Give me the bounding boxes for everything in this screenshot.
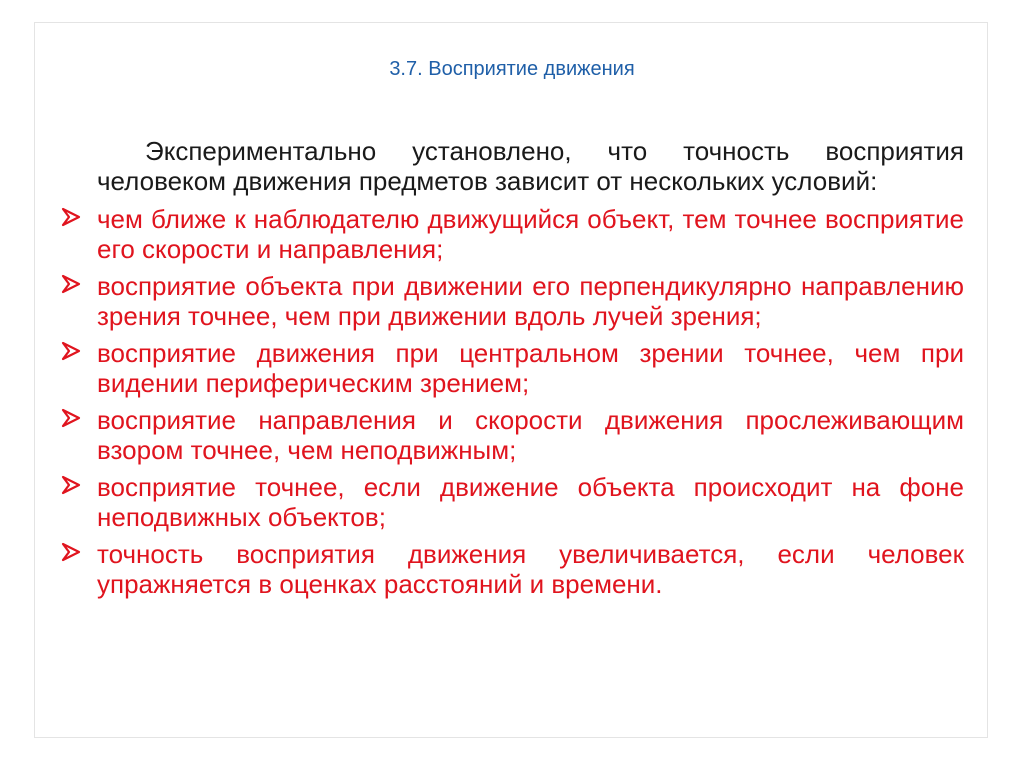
bullet-item [97, 405, 964, 465]
slide-title: 3.7. Восприятие движения [389, 58, 635, 80]
bullet-item [97, 338, 964, 398]
bullet-item [97, 539, 964, 599]
arrow-bullet-icon [60, 206, 82, 228]
bullet-text: восприятие точнее, если движение объекта происходит на фоне неподвижных объектов; [97, 472, 964, 532]
arrow-bullet-icon [60, 474, 82, 496]
bullet-item [97, 472, 964, 532]
bullet-text: восприятие объекта при движении его перпендикулярно направлению зрения точнее, чем при движении вдоль лучей зрения; [97, 271, 964, 331]
arrow-bullet-icon [60, 340, 82, 362]
bullet-item [97, 204, 964, 264]
bullet-text: восприятие движения при центральном зрении точнее, чем при видении периферическим зрением; [97, 338, 964, 398]
bullet-list [97, 204, 964, 599]
arrow-bullet-icon [60, 273, 82, 295]
bullet-text: точность восприятия движения увеличивается, если человек упражняется в оценках расстояний и времени. [97, 539, 964, 599]
slide-content [97, 136, 964, 606]
bullet-text: восприятие направления и скорости движения прослеживающим взором точнее, чем неподвижным; [97, 405, 964, 465]
bullet-text: чем ближе к наблюдателю движущийся объект, тем точнее восприятие его скорости и направления; [97, 204, 964, 264]
arrow-bullet-icon [60, 541, 82, 563]
arrow-bullet-icon [60, 407, 82, 429]
intro-paragraph: Экспериментально установлено, что точность восприятия человеком движения предметов зависит от нескольких условий: [97, 136, 964, 196]
bullet-item [97, 271, 964, 331]
